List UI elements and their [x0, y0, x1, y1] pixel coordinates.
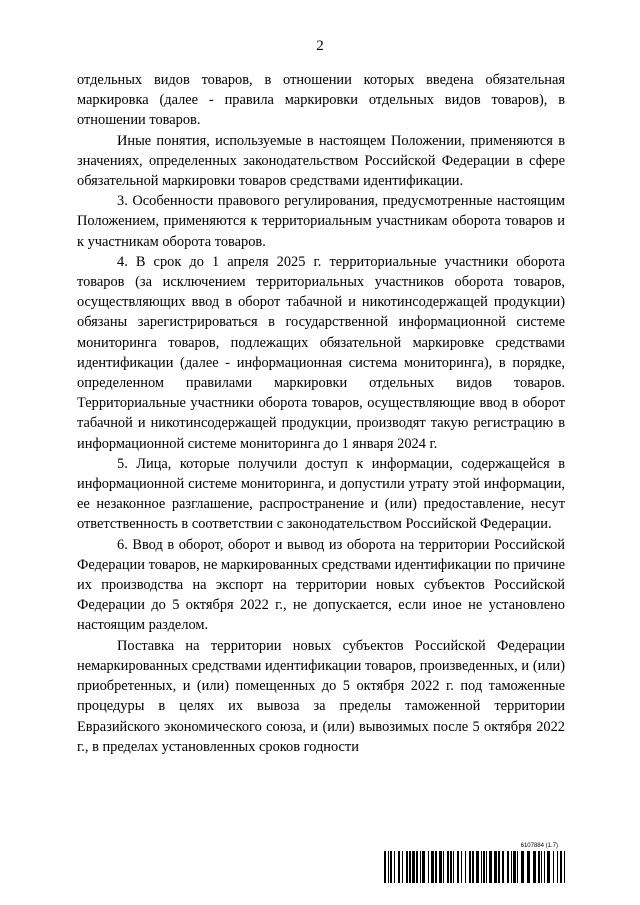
paragraph: Иные понятия, используемые в настоящем Положении, применяются в значениях, определенных законодательством Российской Федерации в сфере обязательной маркировки товаров средствами идентификации. — [77, 132, 565, 190]
document-body — [77, 70, 565, 757]
paragraph: 3. Особенности правового регулирования, предусмотренные настоящим Положением, применяются к территориальным участникам оборота товаров и к участникам оборота товаров. — [77, 193, 565, 250]
paragraph: 5. Лица, которые получили доступ к информации, содержащейся в информационной системе мониторинга, и допустили утрату этой информации, ее незаконное разглашение, распространение и (или) предоставление, несут ответственность в соответствии с законодательством Российской Федерации. — [77, 455, 565, 533]
paragraph: 4. В срок до 1 апреля 2025 г. территориальные участники оборота товаров (за исключением территориальных участников оборота товаров, осуществляющих ввод в оборот табачной и никотинсодержащей продукции) обязаны зарегистрироваться в государственной информационной системе мониторинга товаров, подлежащих обязательной маркировке средствами идентификации (далее - информационная система мониторинга), в порядке, определенном правилами маркировки отдельных видов товаров. Территориальные участники оборота товаров, осуществляющие ввод в оборот табачной и никотинсодержащей продукции, производят такую регистрацию в информационной системе мониторинга до 1 января 2024 г. — [77, 253, 565, 452]
barcode-graphic — [384, 851, 566, 883]
barcode — [384, 842, 566, 884]
barcode-code: 6107884 (1.7) — [520, 843, 558, 849]
page-number: 2 — [316, 38, 324, 54]
paragraph: отдельных видов товаров, в отношении которых введена обязательная маркировка (далее - правила маркировки отдельных видов товаров), в отношении товаров. — [77, 72, 565, 129]
paragraph: Поставка на территории новых субъектов Российской Федерации немаркированных средствами идентификации товаров, произведенных, и (или) приобретенных, и (или) помещенных до 5 октября 2022 г. под таможенные процедуры в целях их вывоза за пределы таможенной территории Евразийского экономического союза, и (или) вывозимых после 5 октября 2022 г., в пределах установленных сроков годности — [77, 637, 565, 755]
paragraph: 6. Ввод в оборот, оборот и вывод из оборота на территории Российской Федерации товаров, не маркированных средствами идентификации по причине их производства на экспорт на территории новых субъектов Российской Федерации до 5 октября 2022 г., не допускается, если иное не установлено настоящим разделом. — [77, 536, 565, 634]
